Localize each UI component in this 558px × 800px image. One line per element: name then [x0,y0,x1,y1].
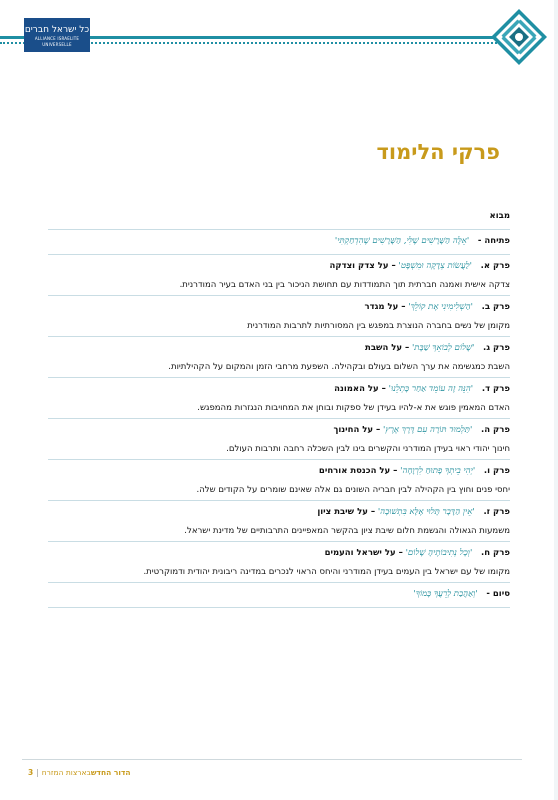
entry-description: משמעות הגאולה והגשמת חלום שיבת ציון בהקשר המאפיינים התרבותיים של מדינת ישראל. [184,526,510,536]
entry-quote: 'וְכָל נְתִיבוֹתֶיהָ שָׁלוֹם' [405,548,473,558]
toc-row [48,542,510,583]
organization-logo [24,18,90,52]
toc-row [48,255,510,296]
toc-row [48,460,510,501]
entry-description: מקומן של נשים בחברה הנוצרת במפגש בין המסורתיות לתרבות המודרנית [247,321,510,331]
page-title: פרקי הלימוד [376,140,500,164]
toc-row [48,337,510,378]
footer-series-rest: בארצות המזרח [41,768,91,777]
entry-quote: 'הַשְׁלִימִינִי אֶת קוֹלֵךְ' [408,302,473,312]
entry-label: פרק ב. [481,302,510,312]
logo-subtitle: ALLIANCE ISRAELITE UNIVERSELLE [34,36,80,47]
entry-topic: – על האמונה [334,384,386,394]
toc-row [48,501,510,542]
entry-label: פתיחה - [477,236,510,246]
entry-description: חינוך יהודי ראוי בעידן המודרני והקשרים בינו לבין השכלה רחבה ותרבות העולם. [226,444,510,454]
entry-quote: 'וְאַהֲבַת לְרֵעֲךָ כָּמוֹךָ' [413,589,478,599]
entry-label: פרק ג. [483,343,510,353]
toc-row [48,230,510,255]
entry-quote: 'אֵלֶּה הַשָּׁרָשִׁים שֶׁלִּי, הַשָּׁרָשִׁים שֶׁהִדְחַקְתִּי' [334,236,470,246]
entry-quote: 'הִנֵּה זֶה עוֹמֵד אַחַר כָּתְלֵנוּ' [388,384,474,394]
footer-series-bold: הדור החדש [90,768,131,777]
entry-quote: 'אֵין הַדָּבָר תָּלוּי אֶלָּא בִּתְשׁוּבָה' [377,507,475,517]
entry-topic: – על השבת [365,343,410,353]
entry-label: פרק ד. [481,384,510,394]
page-number: 3 [28,768,34,777]
toc-row [48,296,510,337]
entry-topic: – על מגדר [364,302,406,312]
entry-description: האדם המאמין פוגש את א-להיו בעידן של ספקות ובוחן את המחויבות הנגזרות מהמפגש. [197,403,510,413]
entry-label: פרק א. [480,261,510,271]
entry-description: השבת כמגשימה את ערך השלום בעולם ובקהילה. השפעת מרחבי הזמן והמקום על הקהילתיות. [168,362,510,372]
page-edge [554,0,558,800]
entry-quote: 'לַעֲשׂוֹת צְדָקָה וּמִשְׁפָּט' [398,261,472,271]
entry-label: פרק ה. [481,425,510,435]
footer-separator: | [36,768,39,777]
entry-label: פרק ח. [481,548,510,558]
entry-label: פרק ז. [483,507,510,517]
toc-row [48,583,510,608]
ornament-icon [490,8,548,66]
toc-row [48,419,510,460]
entry-quote: 'יְהִי בֵיתְךָ פָתוּחַ לִרְוָחָה' [400,466,476,476]
entry-description: מקומו של עם ישראל בין העמים בעידן המודרני והיחס הראוי לנכרים במדינה ריבונית יהודית ודמוקרטית. [143,567,510,577]
page-footer [28,768,131,777]
entry-topic: – על החינוך [333,425,381,435]
entry-topic: – על הכנסת אורחים [318,466,398,476]
entry-topic: – על שיבת ציון [317,507,376,517]
table-of-contents [48,205,510,608]
logo-name: כל ישראל חברים [24,25,90,35]
footer-rule [22,759,522,760]
entry-quote: 'תַּלְמוּד תּוֹרָה עִם דֶּרֶךְ אֶרֶץ' [382,425,473,435]
entry-description: צדקה אישית ואמנה חברתית תוך התמודדות עם תחושת הניכור בין בני האדם בעיר המודרנית. [179,280,510,290]
toc-row [48,205,510,230]
entry-topic: – על ישראל והעמים [324,548,403,558]
entry-description: יחסי פנים וחוץ בין הקהילה לבין חבריה השונים גם אלה שאינם שומרים על הקודים שלה. [196,485,510,495]
toc-row [48,378,510,419]
entry-quote: 'שָׁלוֹם לְבוֹאֵךְ שַׁבָּת' [411,343,475,353]
entry-label: מבוא [489,211,510,221]
entry-label: פרק ו. [483,466,510,476]
entry-label: סיום - [486,589,510,599]
entry-topic: – על צדק וצדקה [329,261,396,271]
